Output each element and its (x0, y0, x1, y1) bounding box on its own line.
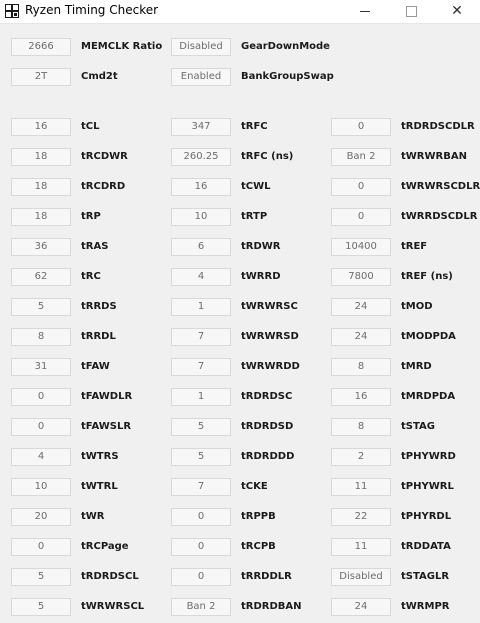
timing-value-field[interactable]: 4 (171, 268, 231, 286)
bankgroupswap-field[interactable]: Enabled (171, 68, 231, 86)
timing-value-field[interactable]: 5 (11, 598, 71, 616)
timing-label: tRFC (ns) (241, 151, 294, 162)
timing-value-field[interactable]: 7 (171, 478, 231, 496)
timing-value-field[interactable]: 24 (331, 598, 391, 616)
timing-label: tPHYWRL (401, 481, 454, 492)
timing-label: tRDDATA (401, 541, 451, 552)
memclk-ratio-field[interactable]: 2666 (11, 38, 71, 56)
minimize-icon (360, 11, 370, 12)
timing-label: tRDRDSD (241, 421, 294, 432)
timing-value-field[interactable]: 6 (171, 238, 231, 256)
timing-label: tWRRDSCDLR (401, 211, 478, 222)
timing-label: tWRRD (241, 271, 281, 282)
timing-label: tCWL (241, 181, 271, 192)
timing-value-field[interactable]: 8 (331, 358, 391, 376)
timing-label: tMRDPDA (401, 391, 456, 402)
timing-label: tRDRDDD (241, 451, 295, 462)
timing-label: tWRWRSC (241, 301, 298, 312)
timing-label: tRRDDLR (241, 571, 292, 582)
timing-label: tMOD (401, 301, 433, 312)
timing-value-field[interactable]: 1 (171, 298, 231, 316)
timing-label: tRCDWR (81, 151, 128, 162)
timing-value-field[interactable]: 0 (11, 418, 71, 436)
timing-value-field[interactable]: 260.25 (171, 148, 231, 166)
cmd2t-field[interactable]: 2T (11, 68, 71, 86)
timing-label: tWRWRDD (241, 361, 300, 372)
app-icon (5, 4, 19, 18)
timing-value-field[interactable]: 11 (331, 538, 391, 556)
bankgroupswap-label: BankGroupSwap (241, 71, 334, 82)
timing-label: tRDRDSC (241, 391, 293, 402)
timing-value-field[interactable]: 18 (11, 148, 71, 166)
timing-label: tFAW (81, 361, 110, 372)
timing-value-field[interactable]: 0 (171, 538, 231, 556)
timing-value-field[interactable]: 31 (11, 358, 71, 376)
timing-label: tWRWRSCDLR (401, 181, 480, 192)
timing-value-field[interactable]: 24 (331, 328, 391, 346)
timing-label: tRCPage (81, 541, 129, 552)
timing-label: tRDWR (241, 241, 281, 252)
timing-value-field[interactable]: Ban 2 (331, 148, 391, 166)
timing-value-field[interactable]: 10 (11, 478, 71, 496)
timing-value-field[interactable]: 2 (331, 448, 391, 466)
timing-value-field[interactable]: 16 (171, 178, 231, 196)
timing-value-field[interactable]: 5 (11, 568, 71, 586)
memclk-ratio-label: MEMCLK Ratio (81, 41, 163, 52)
timing-label: tRC (81, 271, 101, 282)
timing-value-field[interactable]: 8 (331, 418, 391, 436)
timing-value-field[interactable]: 36 (11, 238, 71, 256)
maximize-icon (406, 6, 417, 17)
timing-value-field[interactable]: 16 (331, 388, 391, 406)
timing-label: tCL (81, 121, 100, 132)
timing-value-field[interactable]: 0 (331, 118, 391, 136)
timing-label: tRTP (241, 211, 268, 222)
timing-value-field[interactable]: 8 (11, 328, 71, 346)
geardownmode-field[interactable]: Disabled (171, 38, 231, 56)
timing-label: tWRWRSCL (81, 601, 145, 612)
timing-label: tRDRDBAN (241, 601, 302, 612)
title-bar (0, 0, 480, 24)
timing-label: tWRWRBAN (401, 151, 467, 162)
timing-value-field[interactable]: 5 (171, 448, 231, 466)
timing-label: tWTRL (81, 481, 118, 492)
timing-label: tREF (401, 241, 428, 252)
timing-label: tRP (81, 211, 101, 222)
close-button[interactable] (434, 0, 480, 23)
timing-value-field[interactable]: 7 (171, 328, 231, 346)
timing-value-field[interactable]: 5 (171, 418, 231, 436)
timing-label: tWTRS (81, 451, 119, 462)
timing-label: tMRD (401, 361, 432, 372)
timing-label: tREF (ns) (401, 271, 453, 282)
timing-value-field[interactable]: 0 (11, 538, 71, 556)
timing-value-field[interactable]: 20 (11, 508, 71, 526)
timing-label: tRPPB (241, 511, 276, 522)
timing-label: tSTAGLR (401, 571, 450, 582)
timing-value-field[interactable]: 347 (171, 118, 231, 136)
timing-value-field[interactable]: 11 (331, 478, 391, 496)
timing-value-field[interactable]: 7 (171, 358, 231, 376)
geardownmode-label: GearDownMode (241, 41, 330, 52)
timing-value-field[interactable]: 5 (11, 298, 71, 316)
timing-label: tPHYRDL (401, 511, 452, 522)
timing-label: tWRWRSD (241, 331, 299, 342)
timing-value-field[interactable]: 0 (11, 388, 71, 406)
timing-label: tCKE (241, 481, 268, 492)
timing-value-field[interactable]: 1 (171, 388, 231, 406)
close-icon: ✕ (451, 3, 463, 19)
timing-value-field[interactable]: 0 (171, 568, 231, 586)
timing-label: tWR (81, 511, 105, 522)
timing-value-field[interactable]: 18 (11, 208, 71, 226)
timing-value-field[interactable]: 0 (331, 178, 391, 196)
timing-value-field[interactable]: 62 (11, 268, 71, 286)
timing-label: tWRMPR (401, 601, 450, 612)
timing-value-field[interactable]: 0 (331, 208, 391, 226)
timing-value-field[interactable]: 16 (11, 118, 71, 136)
timing-value-field[interactable]: Disabled (331, 568, 391, 586)
timing-label: tPHYWRD (401, 451, 456, 462)
window-title: Ryzen Timing Checker (25, 3, 159, 17)
timing-label: tSTAG (401, 421, 435, 432)
timing-label: tFAWSLR (81, 421, 132, 432)
timing-value-field[interactable]: Ban 2 (171, 598, 231, 616)
timing-label: tRCPB (241, 541, 276, 552)
timing-label: tRRDS (81, 301, 117, 312)
timing-value-field[interactable]: 10400 (331, 238, 391, 256)
timing-value-field[interactable]: 10 (171, 208, 231, 226)
timing-label: tMODPDA (401, 331, 456, 342)
cmd2t-label: Cmd2t (81, 71, 118, 82)
timing-label: tRAS (81, 241, 109, 252)
maximize-button[interactable] (388, 0, 434, 23)
timing-label: tRDRDSCDLR (401, 121, 475, 132)
timing-label: tRRDL (81, 331, 116, 342)
timing-label: tFAWDLR (81, 391, 133, 402)
timing-value-field[interactable]: 7800 (331, 268, 391, 286)
timing-value-field[interactable]: 22 (331, 508, 391, 526)
timing-label: tRDRDSCL (81, 571, 139, 582)
timing-value-field[interactable]: 18 (11, 178, 71, 196)
timing-value-field[interactable]: 24 (331, 298, 391, 316)
timing-value-field[interactable]: 0 (171, 508, 231, 526)
timing-label: tRFC (241, 121, 268, 132)
minimize-button[interactable] (342, 0, 388, 23)
timing-label: tRCDRD (81, 181, 126, 192)
timing-value-field[interactable]: 4 (11, 448, 71, 466)
